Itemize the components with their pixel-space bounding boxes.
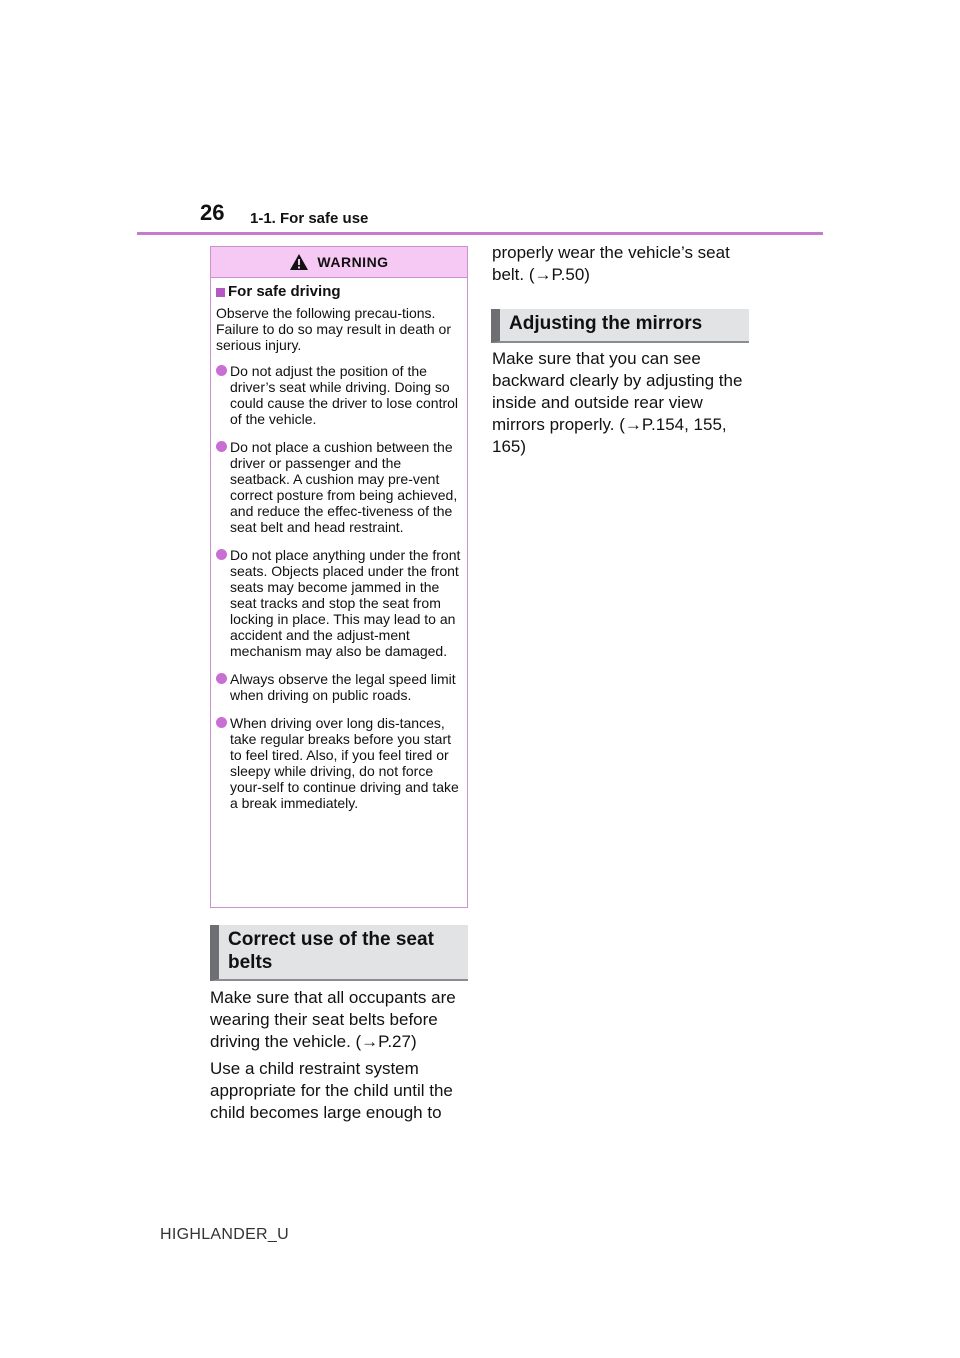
warning-label: WARNING (317, 254, 389, 270)
warning-body (211, 278, 467, 811)
warning-bullet (216, 547, 461, 659)
footer-model: HIGHLANDER_U (160, 1226, 289, 1243)
section-title: 1-1. For safe use (250, 210, 369, 227)
bullet-dot-icon (216, 549, 227, 560)
bullet-dot-icon (216, 717, 227, 728)
warning-bullet-text: Do not place anything under the front seats. Objects placed under the front seats may become jammed in the seat tracks and stop the seat from locking in place. This may lead to an accident and the adjust-ment mechanism may also be damaged. (230, 547, 461, 659)
square-bullet-icon (216, 288, 225, 297)
warning-header (211, 247, 467, 278)
warning-bullet (216, 715, 461, 811)
warning-bullet-text: When driving over long dis-tances, take regular breaks before you start to feel tired. Also, if you feel tired or sleepy while driving, do not force your-self to continue driving and take a break immediately. (230, 715, 459, 811)
seatbelts-paragraph-2-continued: properly wear the vehicle’s seat belt. (→P.50) (492, 243, 730, 284)
warning-bullet-text: Do not place a cushion between the driver or passenger and the seatback. A cushion may pre-vent correct posture from being achieved, and reduce the effec-tiveness of the seat belt and head restraint. (230, 439, 458, 535)
warning-bullet-text: Always observe the legal speed limit when driving on public roads. (230, 671, 456, 703)
bullet-dot-icon (216, 673, 227, 684)
warning-bullet (216, 363, 461, 427)
warning-box (210, 246, 468, 908)
warning-bullet (216, 439, 461, 535)
warning-subheading (216, 284, 461, 300)
warning-bullet-text: Do not adjust the position of the driver’s seat while driving. Doing so could cause the driver to lose control of the vehicle. (230, 363, 459, 427)
warning-intro: Observe the following precau-tions. Failure to do so may result in death or serious injury. (216, 305, 452, 353)
bullet-dot-icon (216, 441, 227, 452)
page-number: 26 (200, 200, 225, 225)
warning-triangle-icon (289, 253, 309, 271)
seatbelts-paragraph-2: Use a child restraint system appropriate for the child until the child becomes large enough to (210, 1059, 453, 1122)
warning-bullet (216, 671, 461, 703)
seatbelts-heading: Correct use of the seat belts (210, 925, 468, 981)
mirrors-heading: Adjusting the mirrors (491, 309, 749, 343)
warning-subheading-text: For safe driving (228, 283, 341, 300)
bullet-dot-icon (216, 365, 227, 376)
mirrors-paragraph: Make sure that you can see backward clearly by adjusting the inside and outside rear view mirrors properly. (→P.154, 155, 165) (492, 349, 743, 456)
seatbelts-paragraph-1: Make sure that all occupants are wearing their seat belts before driving the vehicle. (→P.27) (210, 988, 456, 1051)
header-rule (137, 232, 823, 235)
